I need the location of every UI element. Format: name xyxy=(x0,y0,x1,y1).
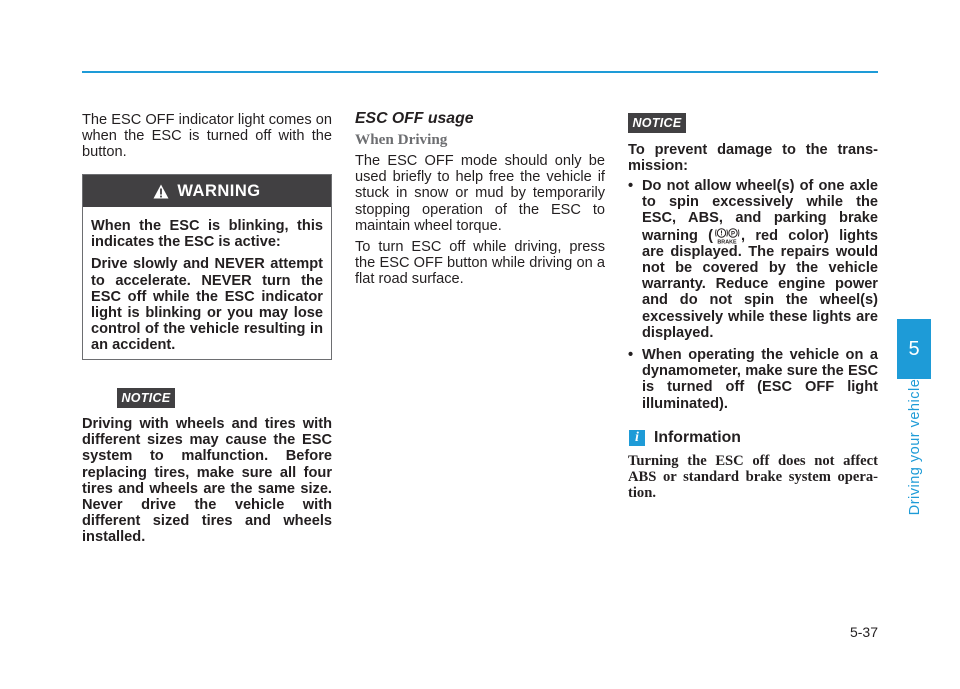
header-rule xyxy=(82,71,878,73)
brake-icon-label: BRAKE xyxy=(717,239,737,244)
warning-body xyxy=(83,207,331,354)
middle-paragraph-1: The ESC OFF mode should only be used briefly to help free the vehicle if stuck in snow or mud by temporarily stopping operation of the ESC to maintain wheel torque. xyxy=(355,153,605,234)
notice-tag-left xyxy=(117,388,175,408)
info-text: Turning the ESC off does not affect ABS or standard brake system opera-tion. xyxy=(628,453,878,502)
warning-title: WARNING xyxy=(177,181,261,200)
notice-bullet-list xyxy=(628,178,878,412)
notice-text-left: Driving with wheels and tires with different sizes may cause the ESC system to malfunction. Before replacing tires, make sure all four tires and wheels are the same size. Never drive the vehicle with different sized tires and wheels installed. xyxy=(82,416,332,546)
notice-label: NOTICE xyxy=(632,116,682,130)
intro-paragraph: The ESC OFF indicator light comes on when the ESC is turned off with the button. xyxy=(82,112,332,161)
warning-paragraph-1: When the ESC is blinking, this indicates the ESC is active: xyxy=(91,218,323,251)
warning-triangle-icon xyxy=(153,184,169,199)
info-icon-glyph: i xyxy=(635,430,639,445)
bullet-dot: • xyxy=(628,347,634,364)
chapter-title: Driving your vehicle xyxy=(907,378,923,516)
bullet-1-text-end: , red color) lights are displayed. The repairs would not be covered by the vehicle warranty. Reduce engine power and do not spin the wheel(s) excessively while these lights are displayed. xyxy=(642,227,878,341)
notice-tag-right xyxy=(628,113,686,133)
page-number: 5-37 xyxy=(849,624,878,640)
brake-warning-icon xyxy=(714,227,740,244)
warning-paragraph-2: Drive slowly and NEVER attempt to accelerate. NEVER turn the ESC off while the ESC indicator light is blinking or you may lose control of the vehicle resulting in an accident. xyxy=(91,256,323,354)
info-icon xyxy=(629,430,645,446)
info-title: Information xyxy=(654,429,741,446)
list-item xyxy=(628,347,878,412)
sub-title: When Driving xyxy=(355,131,448,148)
chapter-number-tab xyxy=(897,319,931,379)
notice-lead-right: To prevent damage to the trans-mission: xyxy=(628,142,878,175)
section-title: ESC OFF usage xyxy=(355,110,474,127)
notice-label: NOTICE xyxy=(121,391,171,405)
bullet-1-text-start: Do not allow wheel(s) of one axle to spin excessively while the ESC, ABS, and parking brake warning ( xyxy=(642,178,878,244)
chapter-number: 5 xyxy=(908,337,920,360)
bullet-dot: • xyxy=(628,178,634,194)
svg-text:P: P xyxy=(731,230,736,237)
bullet-2-text: When operating the vehicle on a dynamometer, make sure the ESC is turned off (ESC OFF light illuminated). xyxy=(642,347,878,412)
warning-header xyxy=(83,175,331,207)
list-item xyxy=(628,178,878,341)
middle-paragraph-2: To turn ESC off while driving, press the ESC OFF button while driving on a flat road surface. xyxy=(355,239,605,288)
warning-box xyxy=(82,174,332,360)
chapter-side-label xyxy=(895,378,935,516)
